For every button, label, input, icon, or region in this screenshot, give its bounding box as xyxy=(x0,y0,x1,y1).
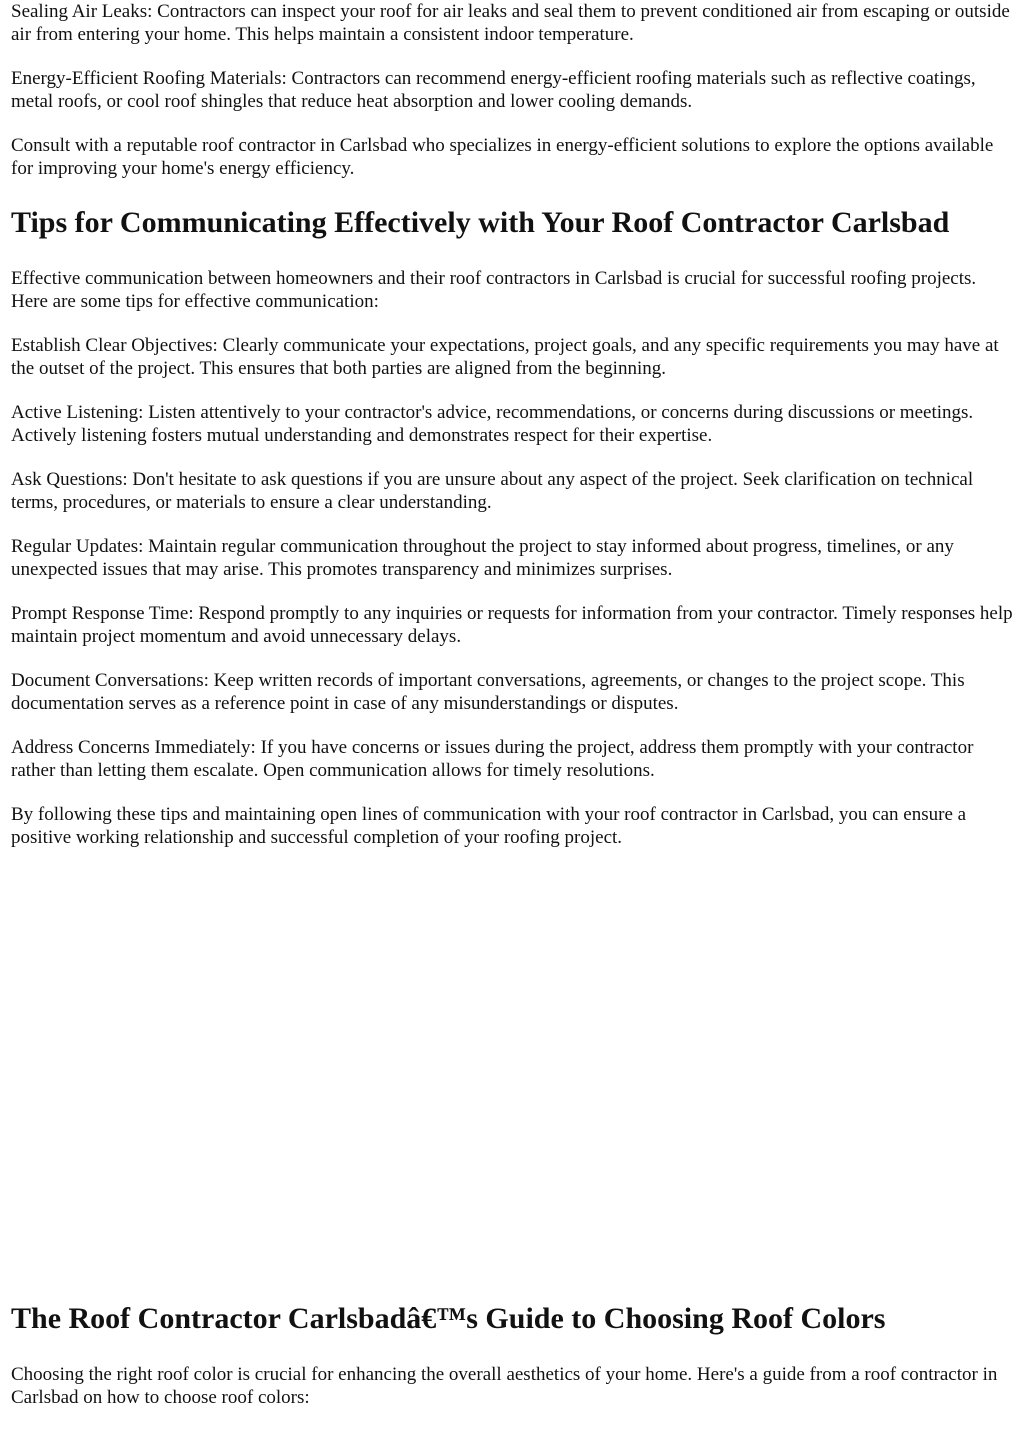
paragraph-ask-questions: Ask Questions: Don't hesitate to ask questions if you are unsure about any aspect of the project. Seek clarification on technical terms, procedures, or materials to ensure a clear understanding. xyxy=(11,469,974,513)
paragraph-document-conversations: Document Conversations: Keep written records of important conversations, agreements, or changes to the project scope. This documentation serves as a reference point in case of any misunderstandings or disputes. xyxy=(11,670,965,714)
heading-communication-tips: Tips for Communicating Effectively with Your Roof Contractor Carlsbad xyxy=(11,206,950,239)
paragraph-prompt-response: Prompt Response Time: Respond promptly to any inquiries or requests for information from your contractor. Timely responses help maintain project momentum and avoid unnecessary delays. xyxy=(11,603,1013,647)
heading-roof-colors-guide: The Roof Contractor Carlsbadâ€™s Guide to Choosing Roof Colors xyxy=(11,1302,886,1335)
paragraph-clear-objectives: Establish Clear Objectives: Clearly communicate your expectations, project goals, and any specific requirements you may have at the outset of the project. This ensures that both parties are aligned from the beginning. xyxy=(11,335,999,379)
paragraph-roof-colors-intro: Choosing the right roof color is crucial for enhancing the overall aesthetics of your home. Here's a guide from a roof contractor in Carlsbad on how to choose roof colors: xyxy=(11,1364,998,1408)
paragraph-sealing-air-leaks: Sealing Air Leaks: Contractors can inspect your roof for air leaks and seal them to prevent conditioned air from escaping or outside air from entering your home. This helps maintain a consistent indoor temperature. xyxy=(11,1,1010,45)
paragraph-regular-updates: Regular Updates: Maintain regular communication throughout the project to stay informed about progress, timelines, or any unexpected issues that may arise. This promotes transparency and minimizes surprises. xyxy=(11,536,954,580)
paragraph-communication-intro: Effective communication between homeowners and their roof contractors in Carlsbad is crucial for successful roofing projects. Here are some tips for effective communication: xyxy=(11,268,977,312)
paragraph-active-listening: Active Listening: Listen attentively to your contractor's advice, recommendations, or concerns during discussions or meetings. Actively listening fosters mutual understanding and demonstrates respect for their expertise. xyxy=(11,402,974,446)
paragraph-energy-efficient-materials: Energy-Efficient Roofing Materials: Contractors can recommend energy-efficient roofing materials such as reflective coatings, metal roofs, or cool roof shingles that reduce heat absorption and lower cooling demands. xyxy=(11,68,976,112)
paragraph-conclusion: By following these tips and maintaining open lines of communication with your roof contractor in Carlsbad, you can ensure a positive working relationship and successful completion of your roofing project. xyxy=(11,804,967,848)
paragraph-consult-contractor: Consult with a reputable roof contractor in Carlsbad who specializes in energy-efficient solutions to explore the options available for improving your home's energy efficiency. xyxy=(11,135,994,179)
paragraph-address-concerns: Address Concerns Immediately: If you have concerns or issues during the project, address them promptly with your contractor rather than letting them escalate. Open communication allows for timely resolutions. xyxy=(11,737,974,781)
